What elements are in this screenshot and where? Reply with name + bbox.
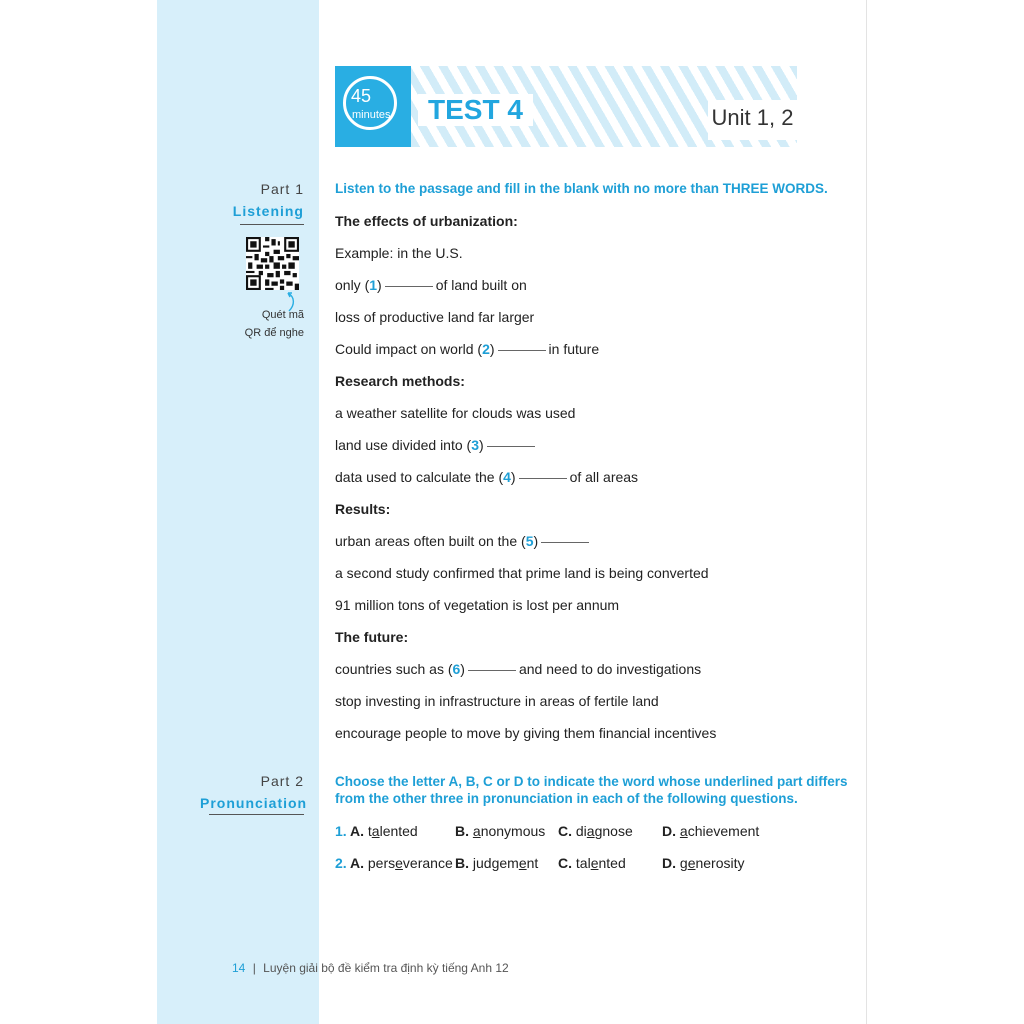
option-letter: A. xyxy=(350,855,364,871)
page-number: 14 xyxy=(232,961,246,975)
line-text: data used to calculate the ( xyxy=(335,469,504,485)
part1-instruction: Listen to the passage and fill in the blank with no more than THREE WORDS. xyxy=(335,181,828,196)
q1-option-a[interactable] xyxy=(350,823,418,839)
answer-blank-5[interactable] xyxy=(541,542,589,543)
footer-separator: | xyxy=(252,961,256,975)
underlined-part: a xyxy=(371,823,380,839)
qr-hint-line2: QR để nghe xyxy=(244,327,304,339)
page-footer xyxy=(232,961,509,975)
heading-research: Research methods: xyxy=(335,373,465,389)
line-text: countries such as ( xyxy=(335,661,453,677)
line-text: in future xyxy=(548,341,600,357)
q1-option-c[interactable] xyxy=(558,823,633,839)
instruction-line: Choose the letter A, B, C or D to indicate the word whose underlined part differs xyxy=(335,774,848,789)
text-line: a weather satellite for clouds was used xyxy=(335,405,576,421)
part2-instruction xyxy=(335,773,848,807)
word-part: nerosity xyxy=(695,855,745,871)
q2-option-d[interactable] xyxy=(662,855,745,871)
word-part: di xyxy=(575,823,587,839)
option-letter: C. xyxy=(558,823,572,839)
line-text: of all areas xyxy=(569,469,639,485)
heading-future: The future: xyxy=(335,629,409,645)
part1-rule xyxy=(240,224,304,225)
word-part: chievement xyxy=(687,823,760,839)
q2-option-c[interactable] xyxy=(558,855,626,871)
example-line: Example: in the U.S. xyxy=(335,245,463,261)
heading-effects: The effects of urbanization: xyxy=(335,213,518,229)
word-part: nonymous xyxy=(480,823,546,839)
question-line-1 xyxy=(335,277,527,293)
part2-name: Pronunciation xyxy=(200,795,308,811)
line-text: Could impact on world ( xyxy=(335,341,483,357)
question-line-3 xyxy=(335,437,538,453)
answer-blank-4[interactable] xyxy=(519,478,567,479)
instruction-line: from the other three in pronunciation in each of the following questions. xyxy=(335,791,798,806)
line-text: only ( xyxy=(335,277,370,293)
text-line: a second study confirmed that prime land is being converted xyxy=(335,565,709,581)
timer-badge xyxy=(335,66,411,147)
unit-label: Unit 1, 2 xyxy=(708,100,797,140)
part2-label: Part 2 xyxy=(260,773,304,789)
word-part: lented xyxy=(379,823,418,839)
word-part: g xyxy=(679,855,688,871)
blank-number: 3 xyxy=(471,437,479,453)
blank-number: 4 xyxy=(503,469,511,485)
qr-hint xyxy=(238,306,304,342)
underlined-part: a xyxy=(679,823,688,839)
answer-blank-1[interactable] xyxy=(385,286,433,287)
word-part: pers xyxy=(367,855,396,871)
word-part: t xyxy=(367,823,372,839)
line-text: ) xyxy=(489,341,495,357)
q1-option-d[interactable] xyxy=(662,823,759,839)
underlined-part: e xyxy=(590,855,599,871)
word-part: nt xyxy=(526,855,539,871)
timer-number: 45 xyxy=(351,86,372,106)
part1-name: Listening xyxy=(232,203,304,219)
option-letter: B. xyxy=(455,855,469,871)
page-title: TEST 4 xyxy=(418,94,533,126)
blank-number: 6 xyxy=(452,661,461,677)
underlined-part: a xyxy=(472,823,481,839)
option-letter: D. xyxy=(662,855,676,871)
line-text: urban areas often built on the ( xyxy=(335,533,526,549)
line-text: ) xyxy=(479,437,484,453)
line-text: ) xyxy=(533,533,539,549)
option-letter: D. xyxy=(662,823,676,839)
answer-blank-3[interactable] xyxy=(487,446,535,447)
line-text: of land built on xyxy=(435,277,527,293)
text-line: stop investing in infrastructure in areas of fertile land xyxy=(335,693,659,709)
text-line: loss of productive land far larger xyxy=(335,309,535,325)
option-letter: A. xyxy=(350,823,364,839)
underlined-part: e xyxy=(395,855,403,871)
text-line: encourage people to move by giving them financial incentives xyxy=(335,725,717,741)
question-line-6 xyxy=(335,661,701,677)
book-title: Luyện giải bộ đề kiểm tra định kỳ tiếng Anh 12 xyxy=(263,961,509,975)
line-text: ) xyxy=(510,469,516,485)
side-band xyxy=(157,0,319,1024)
part1-label: Part 1 xyxy=(260,181,304,197)
underlined-part: a xyxy=(586,823,595,839)
word-part: nted xyxy=(598,855,626,871)
question-number: 1. xyxy=(335,823,347,839)
blank-number: 1 xyxy=(369,277,378,293)
blank-number: 5 xyxy=(525,533,534,549)
qr-code-icon[interactable] xyxy=(246,237,299,290)
line-text: land use divided into ( xyxy=(335,437,472,453)
blank-number: 2 xyxy=(482,341,490,357)
line-text: ) xyxy=(377,277,382,293)
line-text: ) xyxy=(460,661,465,677)
q2-option-b[interactable] xyxy=(455,855,538,871)
word-part: gnose xyxy=(594,823,633,839)
question-number: 2. xyxy=(335,855,347,871)
word-part: verance xyxy=(402,855,453,871)
q2-option-a[interactable] xyxy=(350,855,453,871)
answer-blank-2[interactable] xyxy=(498,350,546,351)
page-edge xyxy=(866,0,867,1024)
word-part: tal xyxy=(575,855,591,871)
underlined-part: e xyxy=(518,855,527,871)
option-letter: B. xyxy=(455,823,469,839)
part2-rule xyxy=(209,814,304,815)
word-part: judgem xyxy=(472,855,519,871)
line-text: and need to do investigations xyxy=(518,661,702,677)
question-line-5 xyxy=(335,533,592,549)
option-letter: C. xyxy=(558,855,572,871)
underlined-part: e xyxy=(687,855,696,871)
answer-blank-6[interactable] xyxy=(468,670,516,671)
text-line: 91 million tons of vegetation is lost per annum xyxy=(335,597,620,613)
qr-hint-line1: Quét mã xyxy=(261,309,304,321)
q1-option-b[interactable] xyxy=(455,823,545,839)
heading-results: Results: xyxy=(335,501,391,517)
question-line-2 xyxy=(335,341,599,357)
timer-unit: minutes xyxy=(352,109,391,121)
question-line-4 xyxy=(335,469,638,485)
